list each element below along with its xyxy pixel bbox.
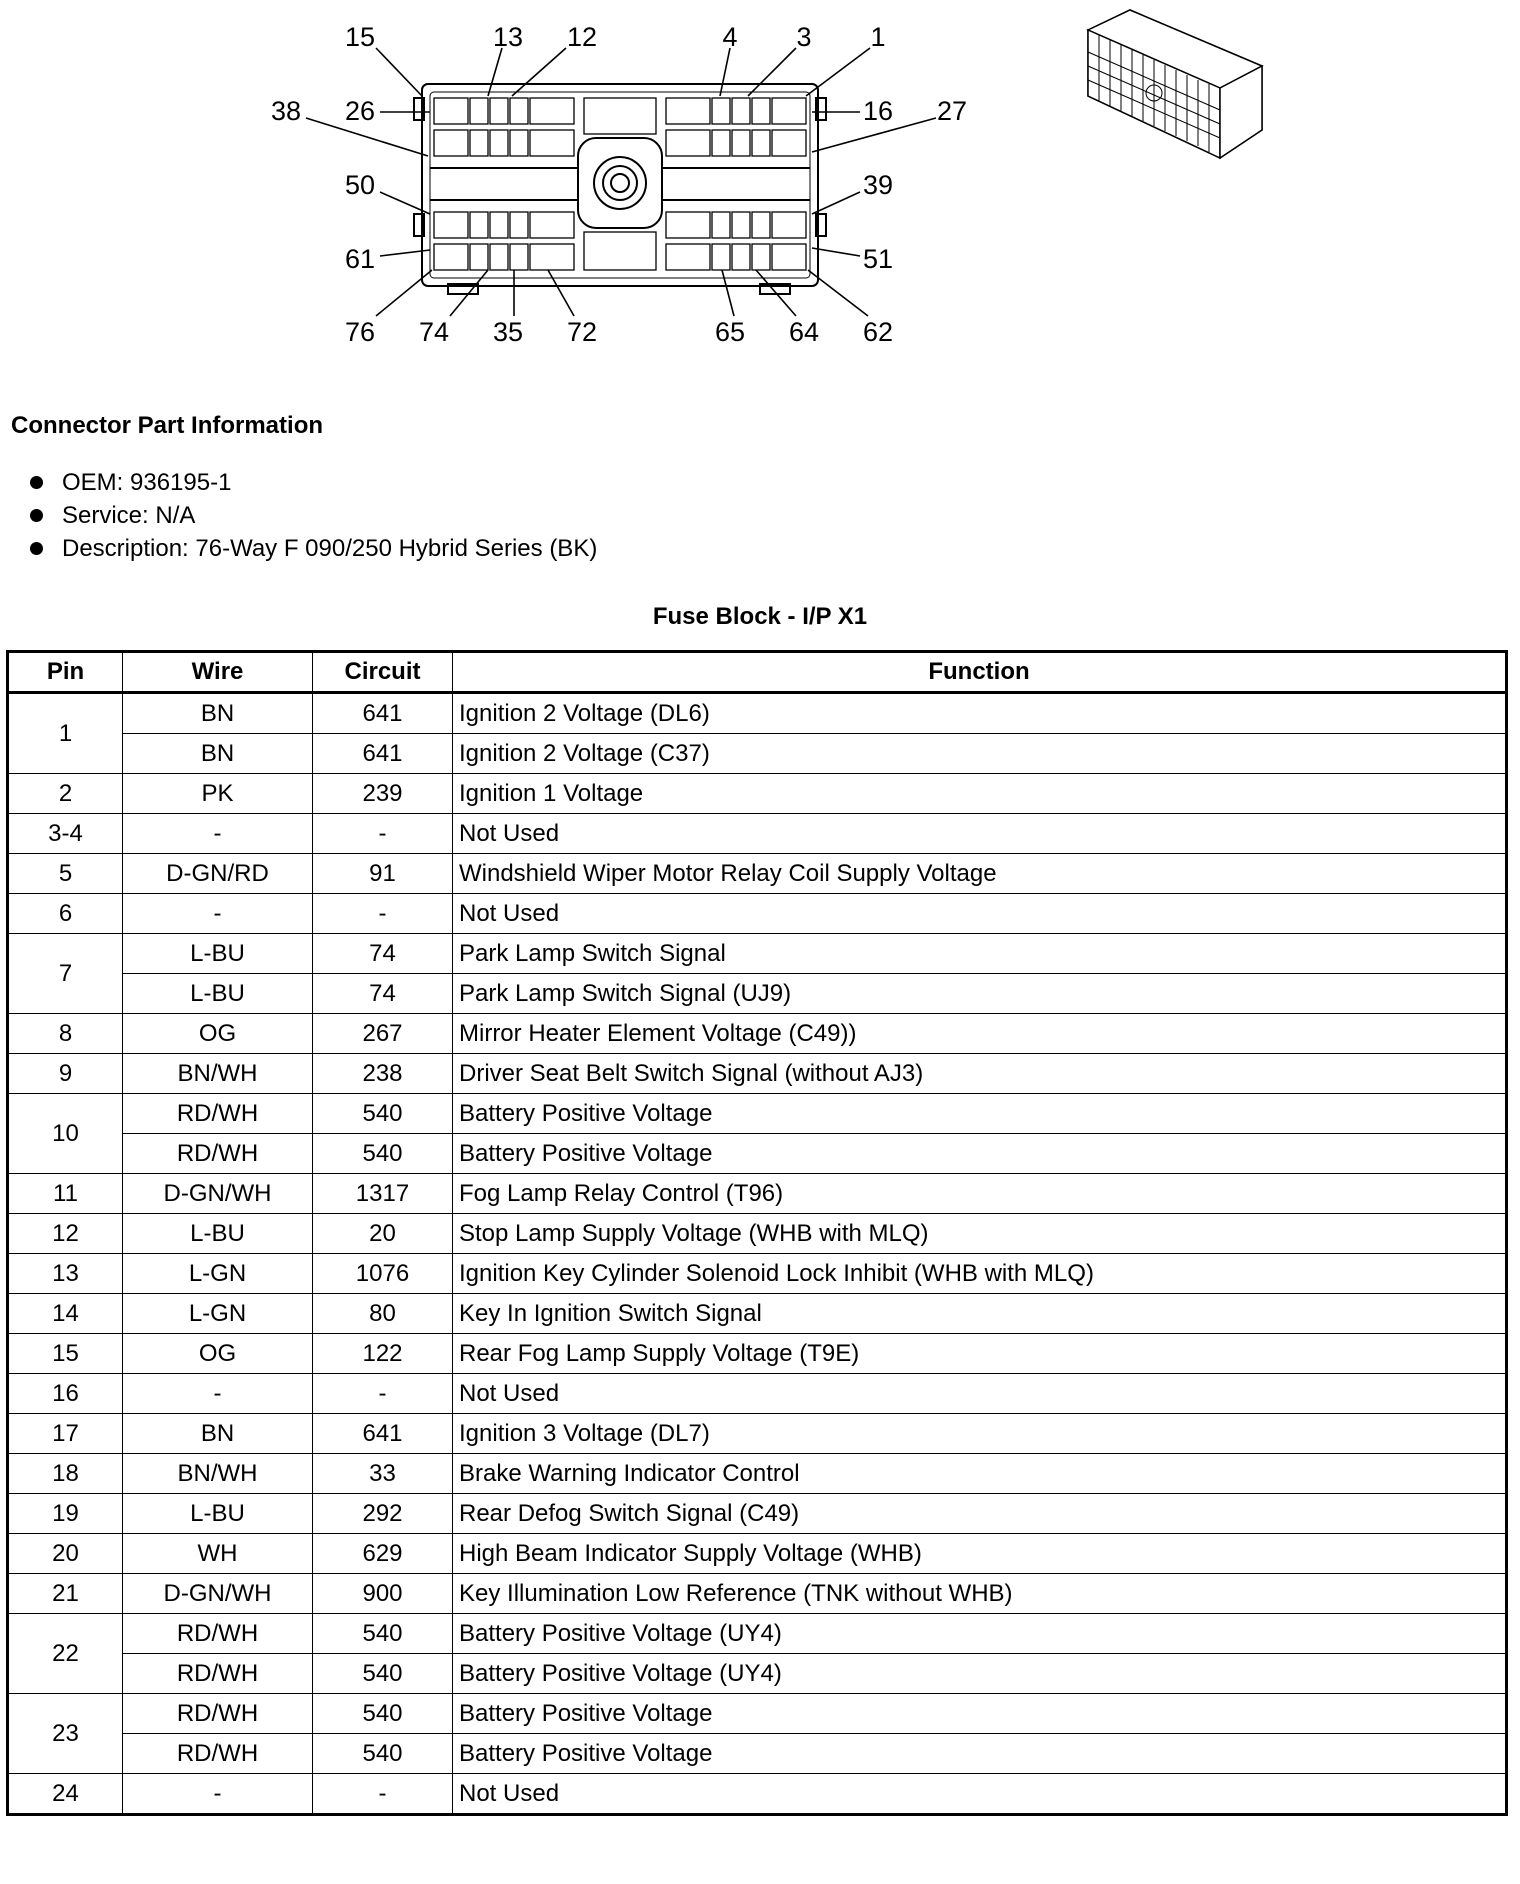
cell-circuit: 267 — [313, 1014, 453, 1054]
cell-wire: RD/WH — [123, 1094, 313, 1134]
cell-circuit: 540 — [313, 1734, 453, 1774]
cell-pin: 17 — [8, 1414, 123, 1454]
callout-16: 16 — [862, 96, 894, 126]
cell-circuit: 540 — [313, 1094, 453, 1134]
cell-function: Battery Positive Voltage — [453, 1094, 1507, 1134]
cell-wire: L-BU — [123, 1214, 313, 1254]
table-row — [8, 1054, 1507, 1094]
table-row — [8, 1294, 1507, 1334]
cell-function: Driver Seat Belt Switch Signal (without AJ3) — [453, 1054, 1507, 1094]
header-function: Function — [453, 652, 1507, 693]
table-row — [8, 1134, 1507, 1174]
connector-diagram — [0, 0, 1520, 360]
callout-64: 64 — [788, 317, 820, 347]
cell-circuit: - — [313, 1374, 453, 1414]
table-row — [8, 774, 1507, 814]
header-wire: Wire — [123, 652, 313, 693]
table-row — [8, 1774, 1507, 1815]
cell-function: Ignition 2 Voltage (C37) — [453, 734, 1507, 774]
bullet-icon — [30, 509, 43, 522]
cell-function: Brake Warning Indicator Control — [453, 1454, 1507, 1494]
cell-circuit: 900 — [313, 1574, 453, 1614]
cell-function: Ignition 3 Voltage (DL7) — [453, 1414, 1507, 1454]
cell-wire: BN — [123, 734, 313, 774]
cell-function: Ignition Key Cylinder Solenoid Lock Inhibit (WHB with MLQ) — [453, 1254, 1507, 1294]
table-row — [8, 1534, 1507, 1574]
cell-wire: OG — [123, 1334, 313, 1374]
cell-wire: RD/WH — [123, 1734, 313, 1774]
cell-pin: 7 — [8, 934, 123, 1014]
cell-circuit: 20 — [313, 1214, 453, 1254]
table-row — [8, 1214, 1507, 1254]
cell-function: Mirror Heater Element Voltage (C49)) — [453, 1014, 1507, 1054]
table-row — [8, 1574, 1507, 1614]
table-row — [8, 1454, 1507, 1494]
cell-function: Fog Lamp Relay Control (T96) — [453, 1174, 1507, 1214]
cell-pin: 14 — [8, 1294, 123, 1334]
cell-function: Battery Positive Voltage (UY4) — [453, 1654, 1507, 1694]
callout-76: 76 — [344, 317, 376, 347]
cell-circuit: 33 — [313, 1454, 453, 1494]
callout-4: 4 — [722, 22, 738, 52]
cell-pin: 2 — [8, 774, 123, 814]
table-row — [8, 1494, 1507, 1534]
table-row — [8, 1734, 1507, 1774]
cell-wire: RD/WH — [123, 1654, 313, 1694]
part-info-oem — [26, 466, 597, 499]
cell-pin: 15 — [8, 1334, 123, 1374]
table-header-row — [8, 652, 1507, 693]
cell-pin: 13 — [8, 1254, 123, 1294]
cell-wire: - — [123, 894, 313, 934]
cell-circuit: 540 — [313, 1134, 453, 1174]
cell-circuit: 1317 — [313, 1174, 453, 1214]
cell-pin: 3-4 — [8, 814, 123, 854]
part-info-description-text: Description: 76-Way F 090/250 Hybrid Series (BK) — [62, 535, 598, 562]
callout-51: 51 — [862, 244, 894, 274]
cell-wire: L-BU — [123, 974, 313, 1014]
cell-circuit: 292 — [313, 1494, 453, 1534]
cell-function: Ignition 1 Voltage — [453, 774, 1507, 814]
cell-circuit: 74 — [313, 934, 453, 974]
part-info-list — [26, 466, 597, 565]
part-info-oem-text: OEM: 936195-1 — [62, 469, 232, 496]
cell-pin: 5 — [8, 854, 123, 894]
cell-circuit: 629 — [313, 1534, 453, 1574]
cell-function: Stop Lamp Supply Voltage (WHB with MLQ) — [453, 1214, 1507, 1254]
cell-circuit: 1076 — [313, 1254, 453, 1294]
cell-circuit: 540 — [313, 1614, 453, 1654]
callout-26: 26 — [344, 96, 376, 126]
cell-pin: 10 — [8, 1094, 123, 1174]
cell-circuit: 641 — [313, 734, 453, 774]
pinout-table — [6, 650, 1508, 1816]
part-info-description — [26, 532, 597, 565]
cell-circuit: 540 — [313, 1694, 453, 1734]
table-row — [8, 854, 1507, 894]
callout-50: 50 — [344, 170, 376, 200]
cell-wire: PK — [123, 774, 313, 814]
bullet-icon — [30, 476, 43, 489]
cell-function: Windshield Wiper Motor Relay Coil Supply Voltage — [453, 854, 1507, 894]
cell-function: Battery Positive Voltage — [453, 1734, 1507, 1774]
cell-pin: 22 — [8, 1614, 123, 1694]
cavity-grid — [434, 98, 806, 270]
cell-wire: - — [123, 1374, 313, 1414]
cell-wire: - — [123, 1774, 313, 1815]
callout-1: 1 — [870, 22, 886, 52]
callout-35: 35 — [492, 317, 524, 347]
cell-wire: RD/WH — [123, 1614, 313, 1654]
cell-pin: 16 — [8, 1374, 123, 1414]
cell-wire: BN — [123, 693, 313, 734]
cell-wire: D-GN/WH — [123, 1174, 313, 1214]
cell-wire: L-BU — [123, 934, 313, 974]
table-row — [8, 974, 1507, 1014]
cell-circuit: 641 — [313, 693, 453, 734]
cell-circuit: - — [313, 1774, 453, 1815]
table-row — [8, 1654, 1507, 1694]
cell-function: Key Illumination Low Reference (TNK without WHB) — [453, 1574, 1507, 1614]
table-row — [8, 1094, 1507, 1134]
cell-function: Rear Fog Lamp Supply Voltage (T9E) — [453, 1334, 1507, 1374]
cell-wire: OG — [123, 1014, 313, 1054]
cell-pin: 18 — [8, 1454, 123, 1494]
cell-pin: 8 — [8, 1014, 123, 1054]
part-info-heading: Connector Part Information — [11, 412, 324, 439]
cell-circuit: 641 — [313, 1414, 453, 1454]
cell-pin: 1 — [8, 693, 123, 774]
callout-61: 61 — [344, 244, 376, 274]
pin-callouts-right — [863, 96, 967, 274]
table-row — [8, 1614, 1507, 1654]
table-row — [8, 1694, 1507, 1734]
cell-circuit: 80 — [313, 1294, 453, 1334]
cell-pin: 21 — [8, 1574, 123, 1614]
cell-wire: D-GN/RD — [123, 854, 313, 894]
cell-circuit: 122 — [313, 1334, 453, 1374]
cell-wire: RD/WH — [123, 1134, 313, 1174]
cell-wire: L-GN — [123, 1294, 313, 1334]
connector-face — [414, 84, 826, 294]
connector-3d-icon — [1088, 10, 1262, 158]
cell-function: High Beam Indicator Supply Voltage (WHB) — [453, 1534, 1507, 1574]
cell-wire: BN/WH — [123, 1054, 313, 1094]
cell-wire: RD/WH — [123, 1694, 313, 1734]
cell-circuit: 540 — [313, 1654, 453, 1694]
table-row — [8, 934, 1507, 974]
cell-wire: - — [123, 814, 313, 854]
callout-15: 15 — [344, 22, 376, 52]
cell-pin: 19 — [8, 1494, 123, 1534]
callout-72: 72 — [566, 317, 598, 347]
part-info-service-text: Service: N/A — [62, 502, 196, 529]
cell-wire: BN/WH — [123, 1454, 313, 1494]
callout-65: 65 — [714, 317, 746, 347]
cell-function: Battery Positive Voltage — [453, 1694, 1507, 1734]
callout-leaders — [306, 48, 936, 316]
cell-circuit: - — [313, 814, 453, 854]
pin-callouts-bottom — [345, 317, 893, 347]
table-body — [8, 693, 1507, 1815]
callout-27: 27 — [936, 96, 968, 126]
cell-function: Rear Defog Switch Signal (C49) — [453, 1494, 1507, 1534]
cell-pin: 24 — [8, 1774, 123, 1815]
cell-pin: 20 — [8, 1534, 123, 1574]
cell-circuit: 74 — [313, 974, 453, 1014]
pin-callouts-top — [345, 22, 886, 52]
table-row — [8, 1374, 1507, 1414]
cell-wire: L-GN — [123, 1254, 313, 1294]
table-row — [8, 693, 1507, 734]
table-title: Fuse Block - I/P X1 — [652, 603, 868, 630]
callout-38: 38 — [270, 96, 302, 126]
callout-62: 62 — [862, 317, 894, 347]
header-pin: Pin — [8, 652, 123, 693]
callout-3: 3 — [796, 22, 812, 52]
cell-function: Park Lamp Switch Signal (UJ9) — [453, 974, 1507, 1014]
table-row — [8, 1414, 1507, 1454]
callout-12: 12 — [566, 22, 598, 52]
cell-function: Battery Positive Voltage (UY4) — [453, 1614, 1507, 1654]
callout-74: 74 — [418, 317, 450, 347]
cell-pin: 11 — [8, 1174, 123, 1214]
cell-wire: L-BU — [123, 1494, 313, 1534]
cell-function: Key In Ignition Switch Signal — [453, 1294, 1507, 1334]
table-row — [8, 1014, 1507, 1054]
table-row — [8, 1174, 1507, 1214]
cell-function: Not Used — [453, 814, 1507, 854]
cell-function: Not Used — [453, 894, 1507, 934]
cell-circuit: 239 — [313, 774, 453, 814]
header-circuit: Circuit — [313, 652, 453, 693]
bullet-icon — [30, 542, 43, 555]
cell-circuit: 238 — [313, 1054, 453, 1094]
cell-wire: BN — [123, 1414, 313, 1454]
cell-function: Not Used — [453, 1774, 1507, 1815]
cell-pin: 12 — [8, 1214, 123, 1254]
table-row — [8, 1254, 1507, 1294]
cell-function: Park Lamp Switch Signal — [453, 934, 1507, 974]
cell-circuit: - — [313, 894, 453, 934]
cell-circuit: 91 — [313, 854, 453, 894]
cell-pin: 23 — [8, 1694, 123, 1774]
cell-wire: D-GN/WH — [123, 1574, 313, 1614]
table-row — [8, 1334, 1507, 1374]
cell-pin: 6 — [8, 894, 123, 934]
part-info-service — [26, 499, 597, 532]
callout-39: 39 — [862, 170, 894, 200]
table-row — [8, 734, 1507, 774]
callout-13: 13 — [492, 22, 524, 52]
cell-function: Battery Positive Voltage — [453, 1134, 1507, 1174]
table-row — [8, 894, 1507, 934]
table-row — [8, 814, 1507, 854]
cell-pin: 9 — [8, 1054, 123, 1094]
cell-function: Not Used — [453, 1374, 1507, 1414]
cell-function: Ignition 2 Voltage (DL6) — [453, 693, 1507, 734]
cell-wire: WH — [123, 1534, 313, 1574]
